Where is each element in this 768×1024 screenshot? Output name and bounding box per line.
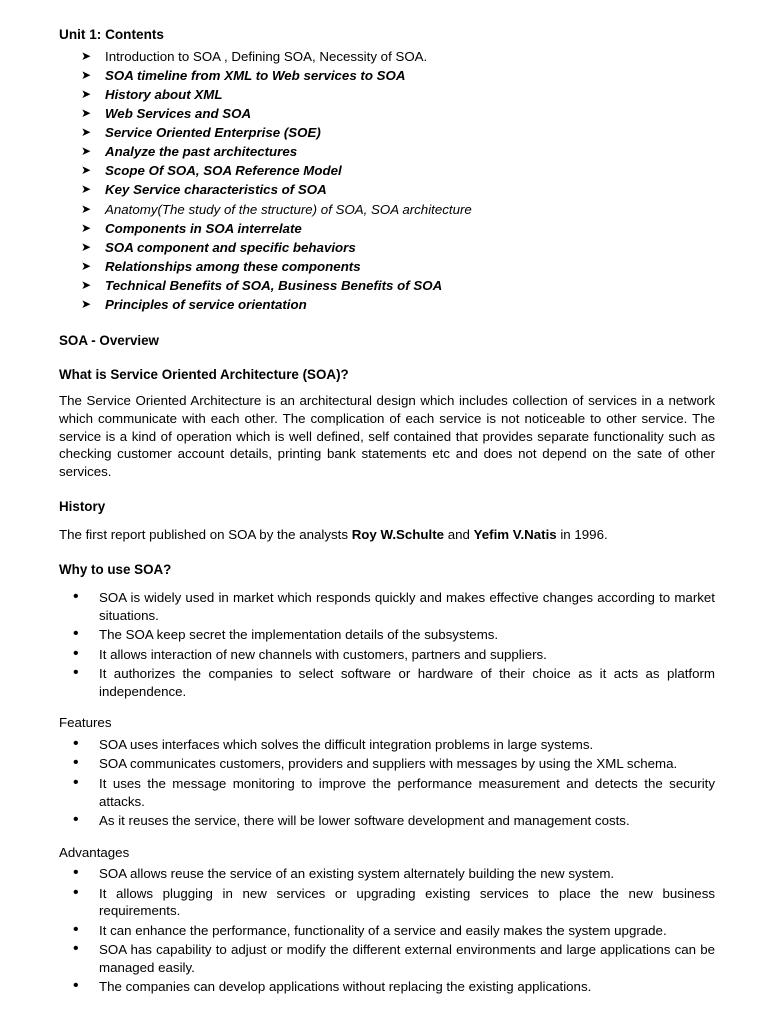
list-item xyxy=(77,67,715,85)
section-heading-overview: SOA - Overview xyxy=(59,333,159,349)
arrow-bullet-icon: ➤ xyxy=(81,182,92,197)
list-item-label: It allows plugging in new services or upgrading existing services to place the new business requirements. xyxy=(99,885,715,919)
arrow-bullet-icon: ➤ xyxy=(81,163,92,178)
bullet-icon: • xyxy=(73,754,79,772)
bullet-icon: • xyxy=(73,664,79,682)
bullet-icon: • xyxy=(73,644,79,662)
contents-item-label: Technical Benefits of SOA, Business Benefits of SOA xyxy=(105,277,443,293)
contents-item-label: Principles of service orientation xyxy=(105,296,307,312)
contents-item-label: SOA component and specific behaviors xyxy=(105,239,356,255)
arrow-bullet-icon: ➤ xyxy=(81,48,92,63)
list-item xyxy=(77,296,715,314)
section-heading-history: History xyxy=(59,499,106,515)
bullet-icon: • xyxy=(73,773,79,791)
section-heading-why-use-soa: Why to use SOA? xyxy=(59,562,172,578)
list-item xyxy=(71,626,715,644)
arrow-bullet-icon: ➤ xyxy=(81,258,92,273)
list-item-label: SOA communicates customers, providers and suppliers with messages by using the XML schema. xyxy=(99,756,678,772)
bullet-icon: • xyxy=(73,940,79,958)
arrow-bullet-icon: ➤ xyxy=(81,106,92,121)
contents-item-label: Components in SOA interrelate xyxy=(105,220,302,236)
list-item-label: The SOA keep secret the implementation details of the subsystems. xyxy=(99,627,499,643)
list-item xyxy=(77,239,715,257)
features-list xyxy=(59,736,715,830)
section-heading-features: Features xyxy=(59,715,112,731)
list-item-label: It uses the message monitoring to improve the performance measurement and detects the security attacks. xyxy=(99,775,715,809)
arrow-bullet-icon: ➤ xyxy=(81,220,92,235)
list-item xyxy=(71,736,715,754)
arrow-bullet-icon: ➤ xyxy=(81,239,92,254)
list-item xyxy=(71,589,715,624)
paragraph-history xyxy=(59,526,715,544)
list-item xyxy=(77,48,715,66)
contents-item-label: Scope Of SOA, SOA Reference Model xyxy=(105,163,342,179)
list-item xyxy=(71,922,715,940)
list-item-label: SOA is widely used in market which responds quickly and makes effective changes according to market situations. xyxy=(99,590,715,623)
contents-item-label: Anatomy(The study of the structure) of SOA, SOA architecture xyxy=(105,201,472,217)
list-item xyxy=(71,646,715,664)
list-item-label: SOA has capability to adjust or modify the different external environments and large applications can be managed easily. xyxy=(99,942,715,975)
bullet-icon: • xyxy=(73,734,79,752)
list-item-label: It authorizes the companies to select software or hardware of their choice as it acts as platform independence. xyxy=(99,666,715,699)
page-title: Unit 1: Contents xyxy=(59,27,164,42)
list-item-label: SOA allows reuse the service of an existing system alternately building the new system. xyxy=(99,866,615,882)
bullet-icon: • xyxy=(73,977,79,995)
list-item-label: SOA uses interfaces which solves the difficult integration problems in large systems. xyxy=(99,736,594,752)
contents-item-label: History about XML xyxy=(105,87,223,103)
section-heading-advantages: Advantages xyxy=(59,844,130,860)
history-text-mid: and xyxy=(444,526,474,542)
list-item xyxy=(71,665,715,700)
list-item xyxy=(71,775,715,810)
arrow-bullet-icon: ➤ xyxy=(81,201,92,216)
contents-item-label: Web Services and SOA xyxy=(105,106,252,122)
history-text-post: in 1996. xyxy=(556,526,608,542)
bullet-icon: • xyxy=(73,588,79,606)
contents-list xyxy=(59,48,715,314)
list-item-label: The companies can develop applications without replacing the existing applications. xyxy=(99,979,592,995)
contents-item-label: Introduction to SOA , Defining SOA, Necessity of SOA. xyxy=(105,48,428,64)
list-item xyxy=(77,162,715,180)
arrow-bullet-icon: ➤ xyxy=(81,277,92,292)
list-item xyxy=(71,755,715,773)
list-item xyxy=(77,181,715,199)
contents-item-label: Analyze the past architectures xyxy=(105,144,298,160)
history-analyst-1: Roy W.Schulte xyxy=(351,526,445,542)
list-item xyxy=(77,124,715,142)
list-item xyxy=(77,220,715,238)
paragraph-what-is-soa: The Service Oriented Architecture is an architectural design which includes collection of services in a network which communicate with each other. The complication of each service is not noticeable to other service. The service is a kind of operation which is well defined, self contained that provides separate functionality such as checking customer account details, printing bank statements etc and does not depend on the sate of other services. xyxy=(59,393,715,479)
bullet-icon: • xyxy=(73,811,79,829)
bullet-icon: • xyxy=(73,864,79,882)
arrow-bullet-icon: ➤ xyxy=(81,125,92,140)
list-item-label: It allows interaction of new channels with customers, partners and suppliers. xyxy=(99,646,547,662)
bullet-icon: • xyxy=(73,920,79,938)
history-text-pre: The first report published on SOA by the analysts xyxy=(59,526,352,542)
list-item xyxy=(71,885,715,920)
arrow-bullet-icon: ➤ xyxy=(81,87,92,102)
section-heading-what-is-soa: What is Service Oriented Architecture (SOA)? xyxy=(59,366,349,382)
list-item xyxy=(71,978,715,996)
list-item xyxy=(71,941,715,976)
history-analyst-2: Yefim V.Natis xyxy=(473,526,557,542)
list-item xyxy=(77,105,715,123)
list-item xyxy=(77,277,715,295)
list-item-label: As it reuses the service, there will be lower software development and management costs. xyxy=(99,813,630,829)
list-item xyxy=(71,865,715,883)
list-item xyxy=(71,812,715,830)
list-item xyxy=(77,258,715,276)
bullet-icon: • xyxy=(73,883,79,901)
list-item xyxy=(77,86,715,104)
list-item-label: It can enhance the performance, functionality of a service and easily makes the system upgrade. xyxy=(99,922,667,938)
arrow-bullet-icon: ➤ xyxy=(81,296,92,311)
list-item xyxy=(77,201,715,219)
arrow-bullet-icon: ➤ xyxy=(81,68,92,83)
arrow-bullet-icon: ➤ xyxy=(81,144,92,159)
contents-item-label: Key Service characteristics of SOA xyxy=(105,182,327,198)
advantages-list xyxy=(59,865,715,996)
contents-item-label: Service Oriented Enterprise (SOE) xyxy=(105,125,321,141)
contents-item-label: SOA timeline from XML to Web services to SOA xyxy=(105,68,406,84)
list-item xyxy=(77,143,715,161)
contents-item-label: Relationships among these components xyxy=(105,258,361,274)
bullet-icon: • xyxy=(73,625,79,643)
why-use-soa-list xyxy=(59,589,715,700)
